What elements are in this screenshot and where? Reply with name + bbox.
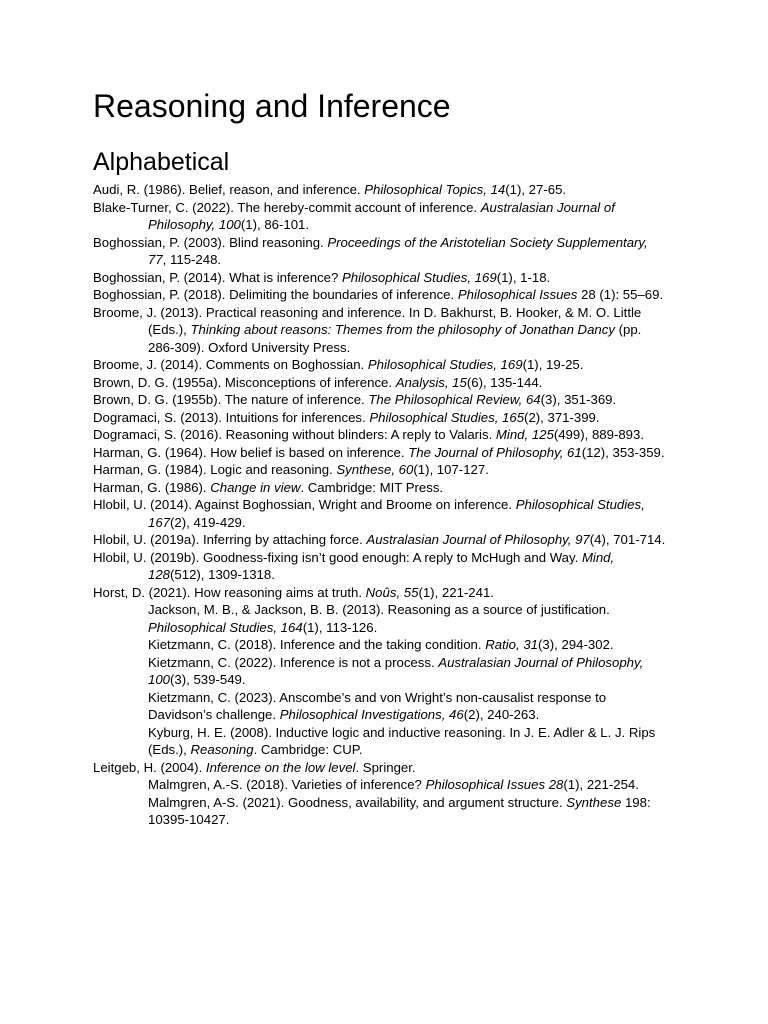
reference-text: (1), 1-18.	[496, 269, 551, 285]
reference-text: Kyburg, H. E. (2008). Inductive logic and inductive reasoning. In J. E. Adler & L. J. Rips (Eds.),	[148, 724, 656, 757]
reference-italic-text: Mind, 128	[148, 549, 615, 582]
reference-text: 198: 10395-10427.	[148, 794, 651, 827]
reference-italic-text: Australasian Journal of Philosophy, 97	[366, 532, 590, 547]
section-heading: Alphabetical	[93, 148, 230, 176]
reference-text: Kietzmann, C. (2018). Inference and the taking condition.	[148, 637, 486, 652]
reference-text: (2), 371-399.	[524, 409, 600, 425]
reference-item	[93, 234, 668, 269]
reference-text: (2), 419-429.	[170, 514, 246, 530]
reference-item	[93, 531, 668, 549]
reference-text: , 115-248.	[162, 252, 222, 267]
reference-italic-text: Synthese, 60	[336, 462, 414, 477]
reference-item	[93, 479, 668, 497]
reference-item	[93, 426, 668, 444]
reference-text: Hlobil, U. (2019a). Inferring by attaching force.	[93, 532, 367, 547]
reference-item	[93, 759, 668, 777]
reference-text: Harman, G. (1964). How belief is based on inference.	[93, 444, 409, 460]
reference-item	[93, 654, 668, 689]
reference-text: Boghossian, P. (2003). Blind reasoning.	[93, 234, 328, 250]
reference-italic-text: Australasian Journal of Philosophy, 100	[148, 199, 615, 232]
reference-text: (1), 86-101.	[240, 217, 310, 232]
reference-italic-text: The Philosophical Review, 64	[368, 392, 541, 407]
reference-item	[93, 391, 668, 409]
reference-text: (1), 27-65.	[505, 182, 567, 197]
reference-text: Kietzmann, C. (2023). Anscombe’s and von Wright’s non-causalist response to Davidson’s challenge.	[148, 689, 607, 722]
reference-item	[93, 584, 668, 602]
reference-text: (3), 294-302.	[538, 637, 614, 652]
reference-text: Horst, D. (2021). How reasoning aims at truth.	[93, 584, 366, 600]
reference-text: (2), 240-263.	[463, 707, 540, 722]
reference-text: (6), 135-144.	[466, 374, 543, 390]
reference-italic-text: Ratio, 31	[485, 637, 539, 652]
reference-item	[93, 549, 668, 584]
reference-italic-text: Mind, 125	[495, 427, 554, 442]
reference-text: Boghossian, P. (2018). Delimiting the boundaries of inference.	[93, 287, 458, 302]
reference-item	[93, 304, 668, 357]
page-title: Reasoning and Inference	[93, 88, 451, 124]
reference-text: (3), 351-369.	[540, 392, 617, 407]
reference-italic-text: Philosophical Investigations, 46	[279, 707, 464, 722]
reference-text: Hlobil, U. (2014). Against Boghossian, Wright and Broome on inference.	[93, 497, 516, 512]
reference-text: Harman, G. (1986).	[93, 479, 211, 495]
reference-text: Dogramaci, S. (2016). Reasoning without blinders: A reply to Valaris.	[93, 427, 496, 442]
reference-item	[93, 409, 668, 427]
reference-italic-text: Synthese	[566, 794, 622, 810]
reference-text: Kietzmann, C. (2022). Inference is not a process.	[148, 654, 439, 670]
reference-item	[93, 199, 668, 234]
reference-text: . Springer.	[355, 759, 416, 775]
reference-text: Dogramaci, S. (2013). Intuitions for inferences.	[93, 409, 370, 425]
reference-text: (3), 539-549.	[170, 672, 246, 687]
reference-text: . Cambridge: CUP.	[253, 742, 363, 757]
reference-text: Audi, R. (1986). Belief, reason, and inference.	[93, 182, 365, 197]
reference-text: (12), 353-359.	[581, 444, 665, 460]
reference-item	[93, 374, 668, 392]
reference-text: (1), 107-127.	[413, 462, 489, 477]
reference-text: Jackson, M. B., & Jackson, B. B. (2013). Reasoning as a source of justification.	[148, 602, 610, 617]
reference-italic-text: Noûs, 55	[365, 584, 419, 600]
reference-item	[93, 181, 668, 199]
reference-text: . Cambridge: MIT Press.	[300, 479, 444, 495]
reference-text: (1), 19-25.	[522, 357, 584, 372]
reference-text: (pp. 286-309). Oxford University Press.	[148, 322, 642, 355]
reference-item	[93, 636, 668, 654]
reference-italic-text: Analysis, 15	[395, 374, 467, 390]
reference-item	[93, 724, 668, 759]
reference-item	[93, 286, 668, 304]
reference-italic-text: Philosophical Studies, 169	[367, 357, 523, 372]
reference-text: Brown, D. G. (1955b). The nature of inference.	[93, 392, 369, 407]
reference-italic-text: Philosophical Studies, 164	[148, 619, 303, 635]
reference-italic-text: Inference on the low level	[205, 759, 356, 775]
reference-text: Boghossian, P. (2014). What is inference?	[93, 269, 342, 285]
reference-text: Malmgren, A-S. (2021). Goodness, availability, and argument structure.	[148, 794, 567, 810]
reference-italic-text: Australasian Journal of Philosophy, 100	[148, 654, 644, 687]
reference-text: Broome, J. (2014). Comments on Boghossian.	[93, 357, 368, 372]
reference-italic-text: Thinking about reasons: Themes from the philosophy of Jonathan Dancy	[190, 322, 615, 337]
reference-item	[93, 689, 668, 724]
reference-italic-text: The Journal of Philosophy, 61	[408, 444, 582, 460]
reference-item	[93, 496, 668, 531]
reference-item	[93, 356, 668, 374]
reference-italic-text: Philosophical Issues	[457, 287, 578, 302]
reference-item	[93, 794, 668, 829]
reference-text: (1), 113-126.	[302, 619, 378, 635]
reference-text: Hlobil, U. (2019b). Goodness-fixing isn’t good enough: A reply to McHugh and Way.	[93, 549, 582, 565]
reference-italic-text: Philosophical Studies, 165	[369, 409, 525, 425]
reference-item	[93, 444, 668, 462]
reference-text: Broome, J. (2013). Practical reasoning and inference. In D. Bakhurst, B. Hooker, & M. O. Little (Eds.),	[93, 304, 642, 337]
reference-italic-text: Philosophical Studies, 167	[148, 497, 645, 530]
reference-italic-text: Change in view	[210, 479, 301, 495]
reference-italic-text: Reasoning	[190, 742, 254, 757]
reference-text: Harman, G. (1984). Logic and reasoning.	[93, 462, 337, 477]
reference-italic-text: Philosophical Topics, 14	[364, 182, 506, 197]
reference-item	[93, 776, 668, 794]
reference-item	[93, 269, 668, 287]
reference-text: (1), 221-241.	[418, 584, 494, 600]
reference-text: Malmgren, A.-S. (2018). Varieties of inference?	[148, 777, 426, 792]
reference-text: (1), 221-254.	[563, 777, 639, 792]
reference-list	[93, 181, 668, 829]
reference-text: Brown, D. G. (1955a). Misconceptions of inference.	[93, 374, 396, 390]
reference-italic-text: Proceedings of the Aristotelian Society Supplementary, 77	[148, 234, 648, 267]
reference-italic-text: Philosophical Issues 28	[425, 777, 564, 792]
reference-item	[93, 461, 668, 479]
reference-italic-text: Philosophical Studies, 169	[342, 269, 497, 285]
reference-text: 28 (1): 55–69.	[577, 287, 664, 302]
reference-text: (512), 1309-1318.	[170, 567, 275, 582]
reference-item	[93, 601, 668, 636]
reference-text: (499), 889-893.	[553, 427, 645, 442]
reference-text: Blake-Turner, C. (2022). The hereby-commit account of inference.	[93, 199, 481, 215]
reference-text: (4), 701-714.	[589, 532, 666, 547]
reference-text: Leitgeb, H. (2004).	[93, 759, 206, 775]
